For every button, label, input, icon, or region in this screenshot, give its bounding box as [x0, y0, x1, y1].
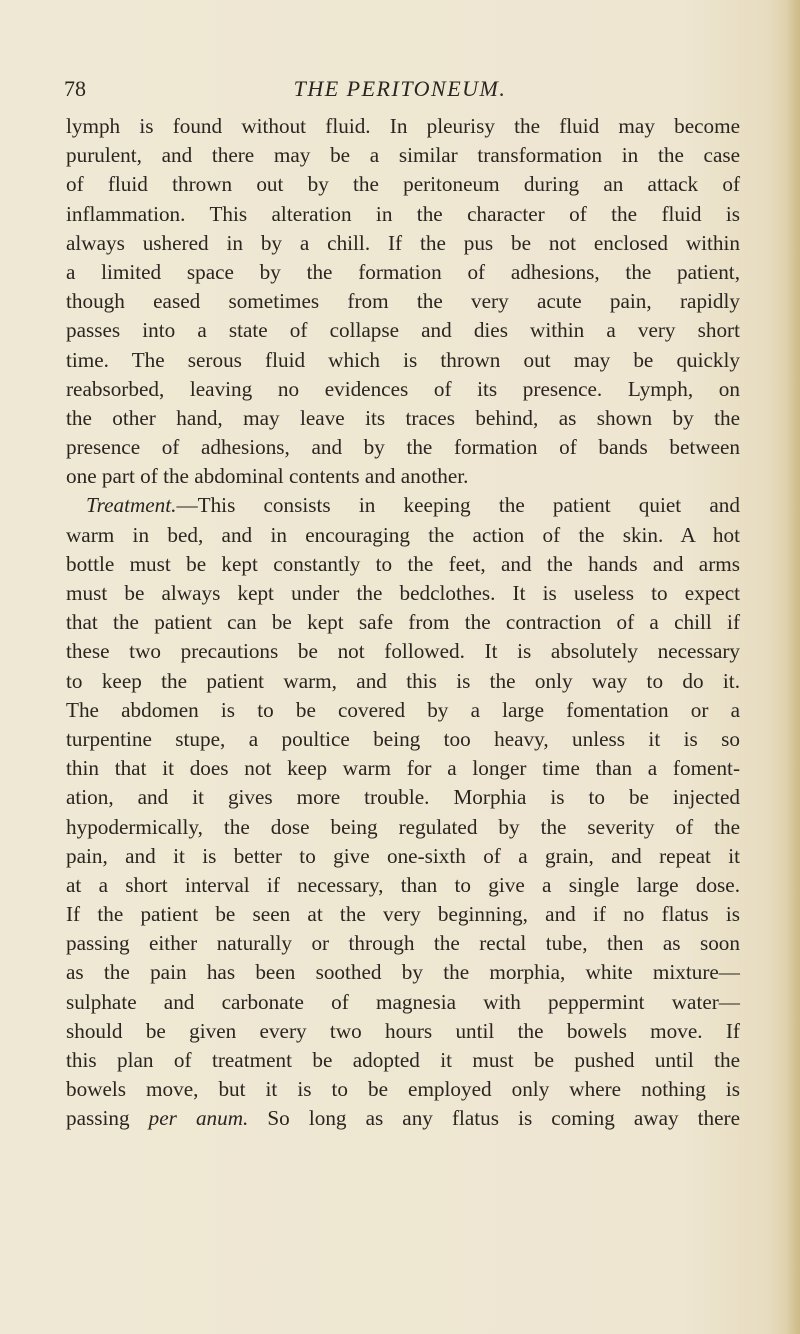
text-line: bottle must be kept constantly to the feet, and the hands and arms: [66, 551, 740, 576]
text-line: though eased sometimes from the very acute pain, rapidly: [66, 289, 740, 314]
text-line: warm in bed, and in encouraging the action of the skin. A hot: [66, 522, 740, 547]
text-line: inflammation. This alteration in the character of the fluid is: [66, 201, 740, 226]
text-line: sulphate and carbonate of magnesia with peppermint water—: [66, 989, 740, 1014]
text-line: the other hand, may leave its traces behind, as shown by the: [66, 405, 740, 430]
text-line: pain, and it is better to give one-sixth of a grain, and repeat it: [66, 843, 740, 868]
text-line: of fluid thrown out by the peritoneum during an attack of: [66, 172, 740, 197]
text-run: —This consists in keeping the patient quiet and: [176, 493, 740, 518]
text-line: If the patient be seen at the very beginning, and if no flatus is: [66, 902, 740, 927]
text-line: lymph is found without fluid. In pleurisy the fluid may become: [66, 114, 740, 138]
text-line: time. The serous fluid which is thrown out may be quickly: [66, 347, 740, 372]
text-line: one part of the abdominal contents and another.: [66, 464, 469, 489]
text-line: a limited space by the formation of adhesions, the patient,: [66, 259, 740, 284]
text-line: ation, and it gives more trouble. Morphia is to be injected: [66, 785, 740, 810]
text-line: thin that it does not keep warm for a longer time than a foment-: [66, 756, 740, 781]
text-line: turpentine stupe, a poultice being too heavy, unless it is so: [66, 726, 740, 751]
page-number: 78: [64, 76, 86, 101]
text-line: at a short interval if necessary, than to give a single large dose.: [66, 872, 740, 897]
text-line-mixed: [66, 1104, 740, 1133]
treatment-heading: Treatment.: [86, 493, 177, 518]
text-line: always ushered in by a chill. If the pus be not enclosed within: [66, 230, 740, 255]
running-title: THE PERITONEUM.: [293, 76, 507, 101]
text-line: must be always kept under the bedclothes. It is useless to expect: [66, 581, 740, 605]
text-line: should be given every two hours until the bowels move. If: [66, 1018, 740, 1043]
text-line: these two precautions be not followed. It is absolutely necessary: [66, 639, 740, 664]
treatment-paragraph-start: [66, 491, 740, 520]
text-line: to keep the patient warm, and this is the only way to do it.: [66, 668, 740, 693]
text-line: bowels move, but it is to be employed only where nothing is: [66, 1077, 740, 1102]
text-line: as the pain has been soothed by the morphia, white mixture—: [66, 960, 740, 985]
text-line: that the patient can be kept safe from the contraction of a chill if: [66, 610, 740, 635]
text-run: So long as any flatus is coming away there: [248, 1106, 741, 1131]
text-run: passing: [66, 1106, 149, 1131]
text-line: this plan of treatment be adopted it must be pushed until the: [66, 1048, 740, 1072]
text-line: passes into a state of collapse and dies within a very short: [66, 318, 740, 343]
body-text: [66, 112, 740, 1134]
text-line: reabsorbed, leaving no evidences of its presence. Lymph, on: [66, 376, 740, 401]
text-line: The abdomen is to be covered by a large fomentation or a: [66, 697, 740, 722]
text-line: purulent, and there may be a similar transformation in the case: [66, 143, 740, 168]
text-line: passing either naturally or through the rectal tube, then as soon: [66, 931, 740, 956]
latin-phrase: per anum.: [148, 1106, 249, 1131]
text-line: hypodermically, the dose being regulated by the severity of the: [66, 814, 740, 839]
page-header: [0, 74, 800, 104]
text-line: presence of adhesions, and by the formation of bands between: [66, 435, 740, 460]
page-edge-stain: [786, 0, 800, 1334]
